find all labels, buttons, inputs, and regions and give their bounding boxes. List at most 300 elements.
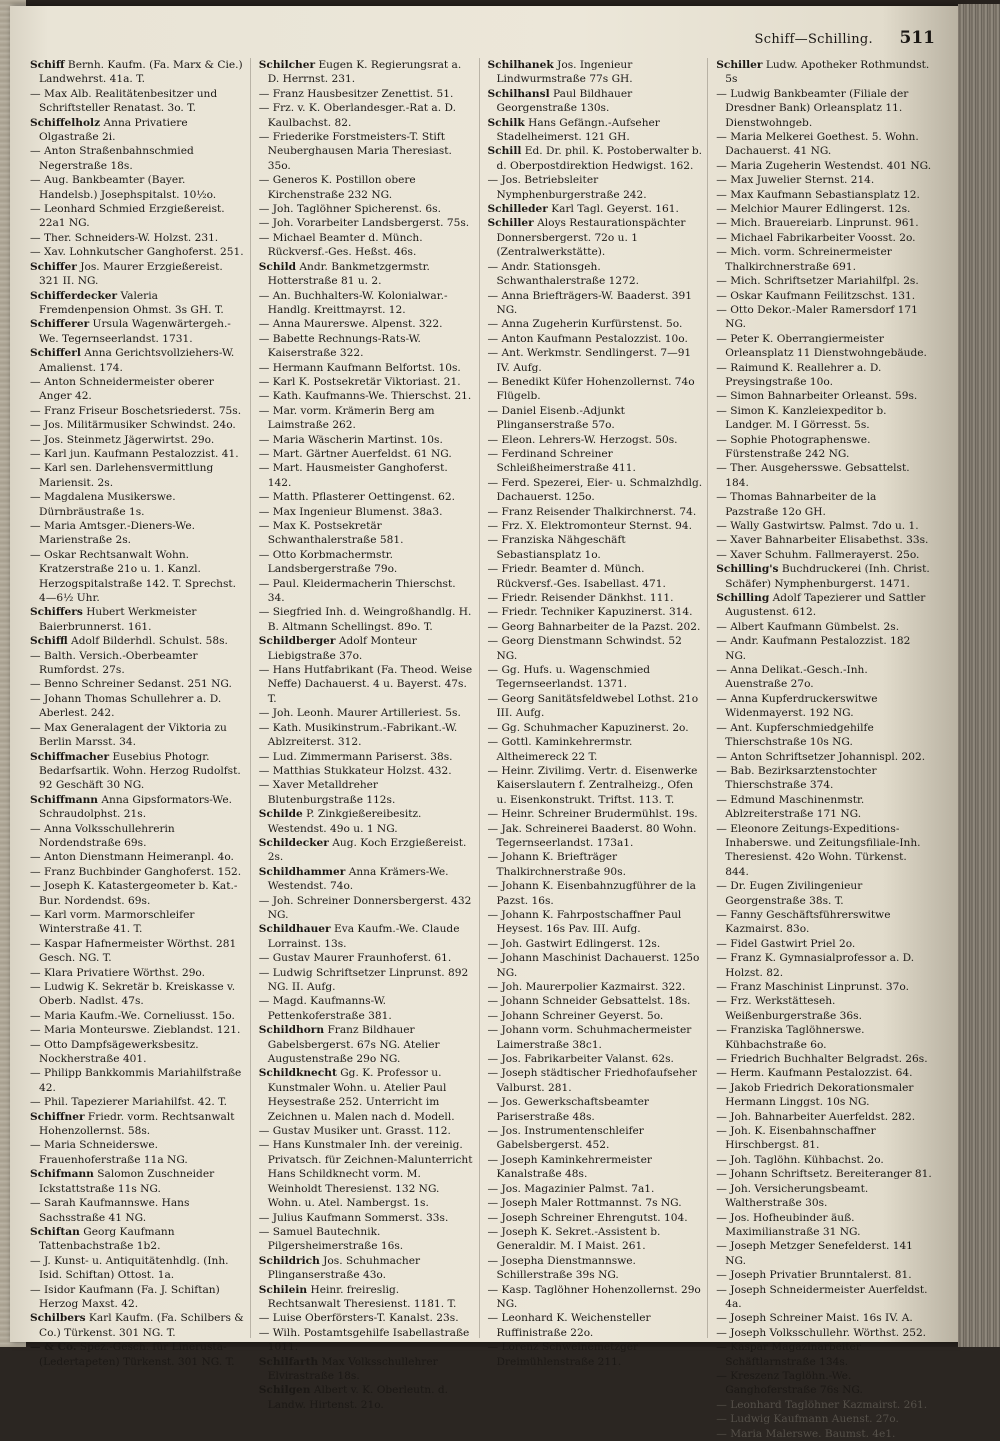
directory-entry: [30, 548, 246, 606]
directory-entry: [488, 476, 704, 505]
directory-entry: [716, 159, 932, 173]
entry-text: Kaspar Magazinarbeiter Schäftlarnstraße 134s.: [725, 1341, 861, 1368]
entry-text: Joh. K. Eisenbahnschaffner Hirschbergst. 81.: [725, 1125, 876, 1152]
entry-text: Heinr. freireslig. Rechtsanwalt Theresienst. 1181. T.: [267, 1283, 457, 1310]
entry-text: Anton Kaufmann Pestalozzist. 10o.: [501, 332, 688, 345]
entry-text: Franziska Nähgeschäft Sebastiansplatz 1o.: [496, 534, 626, 561]
entry-text: Oskar Kaufmann Feilitzschst. 131.: [730, 289, 916, 302]
entry-text: Karl jun. Kaufmann Pestalozzist. 41.: [43, 447, 239, 460]
entry-text: Anna Privatiere Olgastraße 2i.: [39, 116, 188, 144]
directory-entry: [488, 260, 704, 289]
entry-text: Joseph Maler Rottmannst. 7s NG.: [501, 1197, 682, 1210]
entry-text: Anna Gipsformators-We. Schraudolphst. 21s.: [39, 793, 232, 821]
directory-entry: [259, 807, 475, 836]
entry-surname: Schilein: [258, 1283, 308, 1296]
directory-entry: [30, 87, 246, 116]
entry-text: Sophie Photographenswe. Fürstenstraße 242 NG.: [725, 433, 871, 460]
directory-entry: [716, 404, 932, 433]
directory-entry: [259, 865, 475, 894]
entry-text: Daniel Eisenb.-Adjunkt Plinganserstraße 57o.: [496, 404, 625, 432]
directory-entry: [716, 663, 932, 692]
directory-entry: [716, 1239, 932, 1268]
directory-entry: [488, 447, 704, 476]
entry-text: Anton Schriftsetzer Johannispl. 202.: [730, 750, 926, 763]
directory-entry: [259, 994, 475, 1023]
directory-entry: [488, 289, 704, 318]
entry-text: Gg. Hufs. u. Wagenschmied Tegernseerlandst. 1371.: [496, 664, 650, 691]
entry-text: Magdalena Musikerswe. Dürnbräustraße 1s.: [39, 491, 176, 518]
directory-entry: [259, 605, 475, 634]
entry-text: Max Alb. Realitätenbesitzer und Schriftsteller Renatast. 3o. T.: [39, 87, 218, 115]
entry-surname: Schiller: [716, 59, 763, 71]
directory-entry: [716, 1110, 932, 1124]
entry-text: Johann K. Fahrpostschaffner Paul Heysest. 16s Pav. III. Aufg.: [496, 908, 682, 936]
directory-entry: [716, 634, 932, 663]
directory-entry: [30, 231, 246, 245]
column-3: [487, 58, 709, 1368]
entry-text: Paul. Kleidermacherin Thierschst. 34.: [267, 577, 456, 605]
directory-entry: [716, 173, 932, 187]
entry-text: Salomon Zuschneider Ickstattstraße 11s NG.: [39, 1168, 215, 1195]
directory-entry: [716, 750, 932, 764]
directory-entry: [716, 793, 932, 822]
entry-text: Joseph Volksschullehr. Wörthst. 252.: [730, 1326, 927, 1339]
entry-text: Anna Zugeherin Kurfürstenst. 5o.: [501, 318, 683, 331]
entry-surname: Schiftan: [30, 1225, 80, 1238]
entry-text: Kath. Musikinstrum.-Fabrikant.-W. Ablzreiterst. 312.: [267, 721, 458, 749]
entry-text: Karl K. Postsekretär Viktoriast. 21.: [272, 375, 461, 388]
directory-entry: [259, 101, 475, 130]
directory-entry: [30, 519, 246, 548]
entry-surname: Schilgen: [258, 1384, 311, 1397]
directory-entry: [488, 692, 704, 721]
entry-text: Kasp. Taglöhner Hohenzollernst. 29o NG.: [496, 1283, 701, 1310]
directory-entry: [488, 1009, 704, 1023]
entry-text: Mich. Brauereiarb. Linprunst. 961.: [730, 217, 919, 230]
entry-text: Kreszenz Taglöhn.-We. Ganghoferstraße 76s NG.: [725, 1369, 863, 1397]
entry-text: Mart. Gärtner Auerfeldst. 61 NG.: [272, 447, 452, 460]
entry-text: Spez.-Gesch. für Linerusta-(Ledertapeten) Türkenst. 301 NG. T.: [39, 1341, 235, 1368]
directory-entry: [716, 548, 932, 562]
entry-text: Joseph Schreiner Ehrengutst. 104.: [501, 1211, 688, 1224]
entry-text: Ant. Kupferschmiedgehilfe Thierschstraße 10s NG.: [725, 721, 874, 749]
entry-text: Frz. Werkstätteseh. Weißenburgerstraße 36s.: [725, 995, 862, 1022]
entry-text: Ant. Werkmstr. Sendlingerst. 7—91 IV. Aufg.: [496, 347, 692, 374]
directory-entry: [716, 1182, 932, 1211]
directory-entry: [488, 144, 704, 173]
entry-text: Simon K. Kanzleiexpeditor b. Landger. M. I Görresst. 5s.: [725, 404, 887, 432]
entry-text: Sarah Kaufmannswe. Hans Sachsstraße 41 NG.: [39, 1197, 190, 1224]
entry-surname: Schilfarth: [258, 1355, 319, 1368]
directory-entry: [30, 850, 246, 864]
entry-text: Ed. Dr. phil. K. Postoberwalter b. d. Oberpostdirektion Hedwigst. 162.: [496, 145, 703, 172]
entry-text: Michael Beamter d. Münch. Rückversf.-Ges. Heßst. 46s.: [267, 231, 423, 259]
directory-entry: [30, 692, 246, 721]
entry-text: Jos. Steinmetz Jägerwirtst. 29o.: [43, 433, 215, 446]
entry-text: Samuel Bautechnik. Pilgersheimerstraße 16s.: [267, 1225, 404, 1253]
entry-text: Anna Krämers-We. Westendst. 74o.: [267, 865, 449, 893]
entry-surname: Schilcher: [258, 59, 316, 71]
directory-entry: [30, 1138, 246, 1167]
directory-entry: [488, 634, 704, 663]
entry-text: Johann Schriftsetz. Bereiteranger 81.: [730, 1168, 932, 1181]
directory-entry: [30, 490, 246, 519]
directory-entry: [488, 1095, 704, 1124]
entry-text: Xav. Lohnkutscher Ganghoferst. 251.: [43, 246, 244, 259]
entry-text: Melchior Maurer Edlingerst. 12s.: [730, 203, 911, 216]
entry-text: Joh. Leonh. Maurer Artilleriest. 5s.: [272, 707, 461, 720]
directory-entry: [716, 1326, 932, 1340]
directory-entry: [30, 433, 246, 447]
entry-text: Ludw. Apotheker Rothmundst. 5s: [725, 59, 930, 86]
directory-entry: [259, 922, 475, 951]
directory-entry: [716, 951, 932, 980]
entry-text: Hans Hutfabrikant (Fa. Theod. Weise Neffe) Dachauerst. 4 u. Bayerst. 47s. T.: [267, 664, 473, 705]
directory-entry: [30, 879, 246, 908]
entry-text: Joh. Gastwirt Edlingerst. 12s.: [501, 937, 661, 950]
entry-text: Wally Gastwirtsw. Palmst. 7do u. 1.: [730, 520, 919, 532]
directory-entry: [30, 418, 246, 432]
entry-text: Anton Straßenbahnschmied Negerstraße 18s.: [39, 145, 194, 172]
directory-entry: [716, 1398, 932, 1412]
entry-text: Maria Schneiderswe. Frauenhoferstraße 11a NG.: [39, 1139, 188, 1166]
entry-text: Max Generalagent der Viktoria zu Berlin Marsst. 34.: [39, 721, 227, 749]
directory-entry: [716, 764, 932, 793]
column-4: [716, 58, 936, 1440]
directory-entry: [259, 1138, 475, 1210]
entry-text: Georg Bahnarbeiter de la Pazst. 202.: [501, 620, 701, 633]
entry-text: Joh. Maurerpolier Kazmairst. 322.: [501, 981, 686, 993]
directory-entry: [716, 188, 932, 202]
directory-entry: [716, 519, 932, 533]
entry-text: Mich. vorm. Schreinermeister Thalkirchnerstraße 691.: [725, 246, 892, 273]
directory-entry: [716, 1153, 932, 1167]
directory-entry: [716, 692, 932, 721]
entry-text: J. Kunst- u. Antiquitätenhdlg. (Inh. Isid. Schiftan) Ottost. 1a.: [39, 1254, 229, 1282]
directory-entry: [488, 1052, 704, 1066]
directory-entry: [259, 1023, 475, 1066]
entry-surname: Schifferl: [30, 347, 81, 360]
entry-text: Adolf Monteur Liebigstraße 37o.: [267, 635, 417, 662]
directory-entry: [259, 548, 475, 577]
directory-entry: [716, 908, 932, 937]
entry-text: Karl sen. Darlehensvermittlung Mariensit. 2s.: [39, 462, 214, 489]
entry-surname: Schildecker: [258, 836, 329, 849]
entry-text: Joh. Taglöhn. Kühbachst. 2o.: [730, 1153, 884, 1166]
entry-text: Anton Dienstmann Heimeranpl. 4o.: [43, 851, 234, 864]
entry-text: Siegfried Inh. d. Weingroßhandlg. H. B. Altmann Schellingst. 89o. T.: [267, 606, 472, 633]
entry-surname: Schildhauer: [258, 923, 331, 936]
directory-entry: [30, 750, 246, 793]
directory-entry: [716, 389, 932, 403]
directory-entry: [488, 850, 704, 879]
entry-surname: Schiffl: [30, 635, 68, 648]
directory-entry: [488, 87, 704, 116]
entry-text: Max Juwelier Sternst. 214.: [730, 174, 875, 187]
entry-text: Jos. Instrumentenschleifer Gabelsbergerst. 452.: [496, 1125, 644, 1152]
directory-entry: [259, 490, 475, 504]
directory-entry: [30, 966, 246, 980]
entry-text: Gg. Schuhmacher Kapuzinerst. 2o.: [501, 721, 689, 734]
directory-entry: [716, 1167, 932, 1181]
directory-entry: [488, 908, 704, 937]
directory-entry: [259, 894, 475, 923]
directory-entry: [488, 807, 704, 821]
directory-entry: [259, 1254, 475, 1283]
entry-text: Jos. Schuhmacher Plinganserstraße 43o.: [267, 1254, 421, 1282]
entry-surname: Schiffmacher: [30, 750, 110, 763]
entry-text: Franziska Taglöhnerswe. Kühbachstraße 6o.: [725, 1024, 865, 1051]
entry-text: Anton Schneidermeister oberer Anger 42.: [39, 375, 214, 403]
directory-entry: [488, 1283, 704, 1312]
entry-text: Andr. Kaufmann Pestalozzist. 182 NG.: [725, 635, 911, 662]
directory-entry: [716, 361, 932, 390]
directory-entry: [259, 1311, 475, 1325]
entry-text: Adolf Bilderhdl. Schulst. 58s.: [71, 635, 228, 648]
directory-entry: [716, 937, 932, 951]
entry-text: Karl Tagl. Geyerst. 161.: [551, 203, 679, 216]
entry-text: Andr. Stationsgeh. Schwanthalerstraße 1272.: [496, 260, 639, 288]
entry-text: Joh. Schreiner Donnersbergerst. 432 NG.: [267, 894, 472, 921]
directory-entry: [488, 951, 704, 980]
entry-surname: Schilhanek: [487, 59, 554, 71]
entry-surname: Schilleder: [487, 203, 548, 216]
entry-text: Franz Buchbinder Ganghoferst. 152.: [43, 865, 242, 878]
entry-surname: Schiller: [487, 217, 534, 230]
entry-surname: Schiffers: [30, 606, 83, 619]
entry-text: Generos K. Postillon obere Kirchenstraße 232 NG.: [267, 174, 416, 201]
directory-entry: [259, 836, 475, 865]
directory-entry: [716, 87, 932, 130]
entry-text: Gustav Musiker unt. Grasst. 112.: [272, 1125, 451, 1138]
entry-text: Otto Dampfsägewerksbesitz. Nockherstraße 401.: [39, 1038, 199, 1066]
directory-entry: [488, 1153, 704, 1182]
entry-text: Joh. Versicherungsbeamt. Waltherstraße 30s.: [725, 1182, 869, 1210]
directory-entry: [259, 1211, 475, 1225]
entry-text: Heinr. Schreiner Brudermühlst. 19s.: [501, 808, 698, 821]
entry-text: Friedrich Buchhalter Belgradst. 26s.: [730, 1053, 928, 1066]
directory-entry: [716, 721, 932, 750]
entry-text: Maria Kaufm.-We. Corneliusst. 15o.: [43, 1009, 235, 1022]
directory-entry: [30, 1225, 246, 1254]
directory-entry: [488, 116, 704, 145]
entry-text: Thomas Bahnarbeiter de la Pazstraße 12o GH.: [725, 491, 877, 518]
entry-text: Otto Dekor.-Maler Ramersdorf 171 NG.: [725, 303, 918, 331]
directory-entry: [30, 58, 246, 87]
entry-text: Aloys Restaurationspächter Donnersbergerst. 72o u. 1 (Zentralwerkstätte).: [496, 217, 686, 259]
directory-entry: [716, 562, 932, 591]
directory-entry: [30, 1340, 246, 1369]
directory-entry: [488, 663, 704, 692]
entry-surname: Schifferdecker: [30, 289, 118, 302]
entry-text: Ludwig Kaufmann Auenst. 27o.: [730, 1413, 899, 1426]
entry-text: Albert Kaufmann Gümbelst. 2s.: [730, 620, 900, 633]
directory-entry: [488, 1311, 704, 1340]
entry-text: Franz Bildhauer Gabelsbergerst. 67s NG. Atelier Augustenstraße 29o NG.: [267, 1024, 440, 1066]
entry-text: Gg. K. Professor u. Kunstmaler Wohn. u. Atelier Paul Heysestraße 252. Unterricht im Zeichnen u. Malen nach d. Modell.: [267, 1067, 455, 1123]
entry-text: Maria Wäscherin Martinst. 10s.: [272, 433, 443, 446]
directory-entry: [259, 389, 475, 403]
entry-text: Georg Kaufmann Tattenbachstraße 1b2.: [39, 1225, 175, 1253]
directory-entry: [716, 879, 932, 908]
directory-entry: [488, 980, 704, 994]
directory-entry: [488, 332, 704, 346]
entry-text: Ther. Ausgehersswe. Gebsattelst. 184.: [725, 462, 910, 489]
running-title: Schiff—Schilling.: [754, 32, 873, 47]
directory-entry: [488, 1182, 704, 1196]
directory-entry: [716, 1066, 932, 1080]
directory-entry: [488, 1023, 704, 1052]
directory-entry: [488, 202, 704, 216]
entry-text: Max Volksschullehrer Elvirastraße 18s.: [267, 1355, 438, 1382]
directory-entry: [259, 375, 475, 389]
directory-entry: [488, 605, 704, 619]
directory-entry: [259, 433, 475, 447]
directory-entry: [716, 1211, 932, 1240]
entry-text: Bernh. Kaufm. (Fa. Marx & Cie.) Landwehrst. 41a. T.: [39, 59, 243, 86]
entry-text: Xaver Schuhm. Fallmerayerst. 25o.: [730, 548, 920, 561]
entry-text: Simon Bahnarbeiter Orleanst. 59s.: [730, 390, 918, 403]
directory-entry: [259, 505, 475, 519]
directory-entry: [30, 1167, 246, 1196]
entry-text: Philipp Bankkommis Mariahilfstraße 42.: [39, 1067, 242, 1094]
entry-text: Fidel Gastwirt Priel 2o.: [730, 937, 856, 950]
entry-text: Balth. Versich.-Oberbeamter Rumfordst. 27s.: [39, 649, 198, 677]
entry-text: Mich. Schriftsetzer Mariahilfpl. 2s.: [730, 275, 919, 288]
entry-text: Michael Fabrikarbeiter Voosst. 2o.: [730, 231, 916, 244]
entry-surname: Schilhansl: [487, 87, 550, 100]
directory-entry: [259, 404, 475, 433]
directory-entry: [716, 461, 932, 490]
entry-surname: Schifmann: [30, 1168, 94, 1181]
directory-entry: [488, 1340, 704, 1369]
directory-entry: [30, 1283, 246, 1312]
directory-entry: [30, 173, 246, 202]
directory-entry: [488, 562, 704, 591]
entry-text: Aug. Koch Erzgießereist. 2s.: [267, 836, 467, 864]
entry-text: Anna Kupferdruckerswitwe Widenmayerst. 192 NG.: [725, 692, 878, 720]
entry-surname: Schill: [487, 145, 522, 158]
directory-entry: [716, 591, 932, 620]
entry-text: Max Ingenieur Blumenst. 38a3.: [272, 505, 443, 518]
directory-entry: [488, 1254, 704, 1283]
directory-entry: [716, 1340, 932, 1369]
entry-text: Jos. Militärmusiker Schwindst. 24o.: [43, 419, 236, 432]
directory-entry: [716, 130, 932, 159]
directory-entry: [259, 577, 475, 606]
directory-entry: [259, 706, 475, 720]
directory-entry: [30, 1254, 246, 1283]
entry-text: Franz Reisender Thalkirchnerst. 74.: [501, 505, 697, 518]
entry-text: Jos. Betriebsleiter Nymphenburgerstraße 242.: [496, 174, 647, 201]
directory-entry: [30, 908, 246, 937]
directory-entry: [259, 447, 475, 461]
directory-entry: [488, 822, 704, 851]
directory-entry: [488, 533, 704, 562]
entry-text: Luise Oberförsters-T. Kanalst. 23s.: [272, 1312, 459, 1325]
entry-text: Benno Schreiner Sedanst. 251 NG.: [43, 678, 232, 691]
entry-surname: Schiffer: [30, 260, 77, 273]
directory-entry: [259, 231, 475, 260]
directory-entry: [30, 260, 246, 289]
directory-entry: [259, 1283, 475, 1312]
entry-text: Ursula Wagenwärtergeh.-We. Tegernseerlandst. 1731.: [39, 318, 231, 345]
entry-text: Leonhard Taglöhner Kazmairst. 261.: [730, 1398, 928, 1411]
directory-entry: [716, 332, 932, 361]
entry-text: Franz K. Gymnasialprofessor a. D. Holzst. 82.: [725, 952, 915, 979]
directory-entry: [716, 231, 932, 245]
entry-text: Bab. Bezirksarztenstochter Thierschstraße 374.: [725, 764, 877, 792]
entry-text: Jos. Hofheubinder äuß. Maximilianstraße 31 NG.: [725, 1211, 861, 1238]
entry-text: Eleon. Lehrers-W. Herzogst. 50s.: [501, 433, 678, 446]
directory-entry: [716, 202, 932, 216]
entry-text: Heinr. Zivilimg. Vertr. d. Eisenwerke Kaiserslautern f. Zentralheizg., Ofen u. Eisenkonstrukt. Triftst. 113. T.: [496, 764, 698, 806]
entry-text: Leonhard Schmied Erzgießereist. 22a1 NG.: [39, 203, 225, 230]
directory-entry: [30, 461, 246, 490]
entry-text: Franz Friseur Boschetsriederst. 75s.: [43, 404, 242, 417]
entry-text: Gottl. Kaminkehrermstr. Altheimereck 22 T.: [496, 736, 633, 763]
directory-entry: [716, 533, 932, 547]
entry-text: Eva Kaufm.-We. Claude Lorrainst. 13s.: [267, 923, 460, 950]
directory-entry: [259, 778, 475, 807]
column-2: [258, 58, 480, 1411]
directory-entry: [488, 721, 704, 735]
directory-entry: [259, 130, 475, 173]
directory-entry: [716, 994, 932, 1023]
entry-text: Anna Delikat.-Gesch.-Inh. Auenstraße 27o.: [725, 664, 868, 691]
directory-entry: [488, 1196, 704, 1210]
entry-text: Georg Dienstmann Schwindst. 52 NG.: [496, 635, 682, 662]
directory-entry: [30, 822, 246, 851]
directory-entry: [716, 433, 932, 462]
entry-surname: Schildhammer: [258, 865, 346, 878]
entry-text: Julius Kaufmann Sommerst. 33s.: [272, 1211, 449, 1224]
directory-entry: [488, 1066, 704, 1095]
directory-entry: [716, 1412, 932, 1426]
directory-entry: [30, 937, 246, 966]
entry-text: Johann Schreiner Geyerst. 5o.: [501, 1009, 664, 1022]
entry-text: Ther. Schneiders-W. Holzst. 231.: [43, 231, 219, 244]
entry-text: Friederike Forstmeisters-T. Stift Neuberghausen Maria Theresiast. 35o.: [267, 131, 452, 172]
directory-entry: [488, 58, 704, 87]
directory-entry: [30, 1311, 246, 1340]
directory-entry: [259, 1124, 475, 1138]
directory-entry: [259, 721, 475, 750]
entry-text: Babette Rechnungs-Rats-W. Kaiserstraße 322.: [267, 332, 421, 360]
entry-text: Lorenz Schweinemetzger Dreimühlenstraße 211.: [496, 1341, 639, 1368]
entry-text: Johann K. Briefträger Thalkirchnerstraße 90s.: [496, 851, 626, 878]
entry-text: Joseph K. Katastergeometer b. Kat.-Bur. Nordendst. 69s.: [39, 880, 238, 907]
book-page-edges: [958, 4, 1000, 1347]
directory-entry: [30, 1038, 246, 1067]
entry-text: Maria Melkerei Goethest. 5. Wohn. Dachauerst. 41 NG.: [725, 131, 919, 158]
entry-text: Friedr. Reisender Dänkhst. 111.: [501, 592, 674, 605]
directory-entry: [30, 1196, 246, 1225]
entry-surname: Schiffelholz: [30, 116, 101, 129]
entry-text: P. Zinkgießereibesitz. Westendst. 49o u. 1 NG.: [267, 808, 422, 835]
directory-entry: [30, 144, 246, 173]
directory-entry: [30, 634, 246, 648]
directory-entry: [30, 677, 246, 691]
directory-entry: [716, 1081, 932, 1110]
entry-text: Wilh. Postamtsgehilfe Isabellastraße 1011.: [267, 1326, 470, 1354]
entry-text: Eleonore Zeitungs-Expeditions-Inhaberswe. und Zeitungsfiliale-Inh. Theresienst. 42o Wohn. Türkenst. 844.: [725, 822, 921, 878]
entry-surname: Schilde: [258, 808, 303, 821]
page-number: 511: [899, 28, 935, 48]
entry-text: Anna Briefträgers-W. Baaderst. 391 NG.: [496, 289, 693, 316]
directory-entry: [30, 404, 246, 418]
entry-text: Adolf Tapezierer und Sattler Augustenst. 612.: [725, 592, 926, 619]
